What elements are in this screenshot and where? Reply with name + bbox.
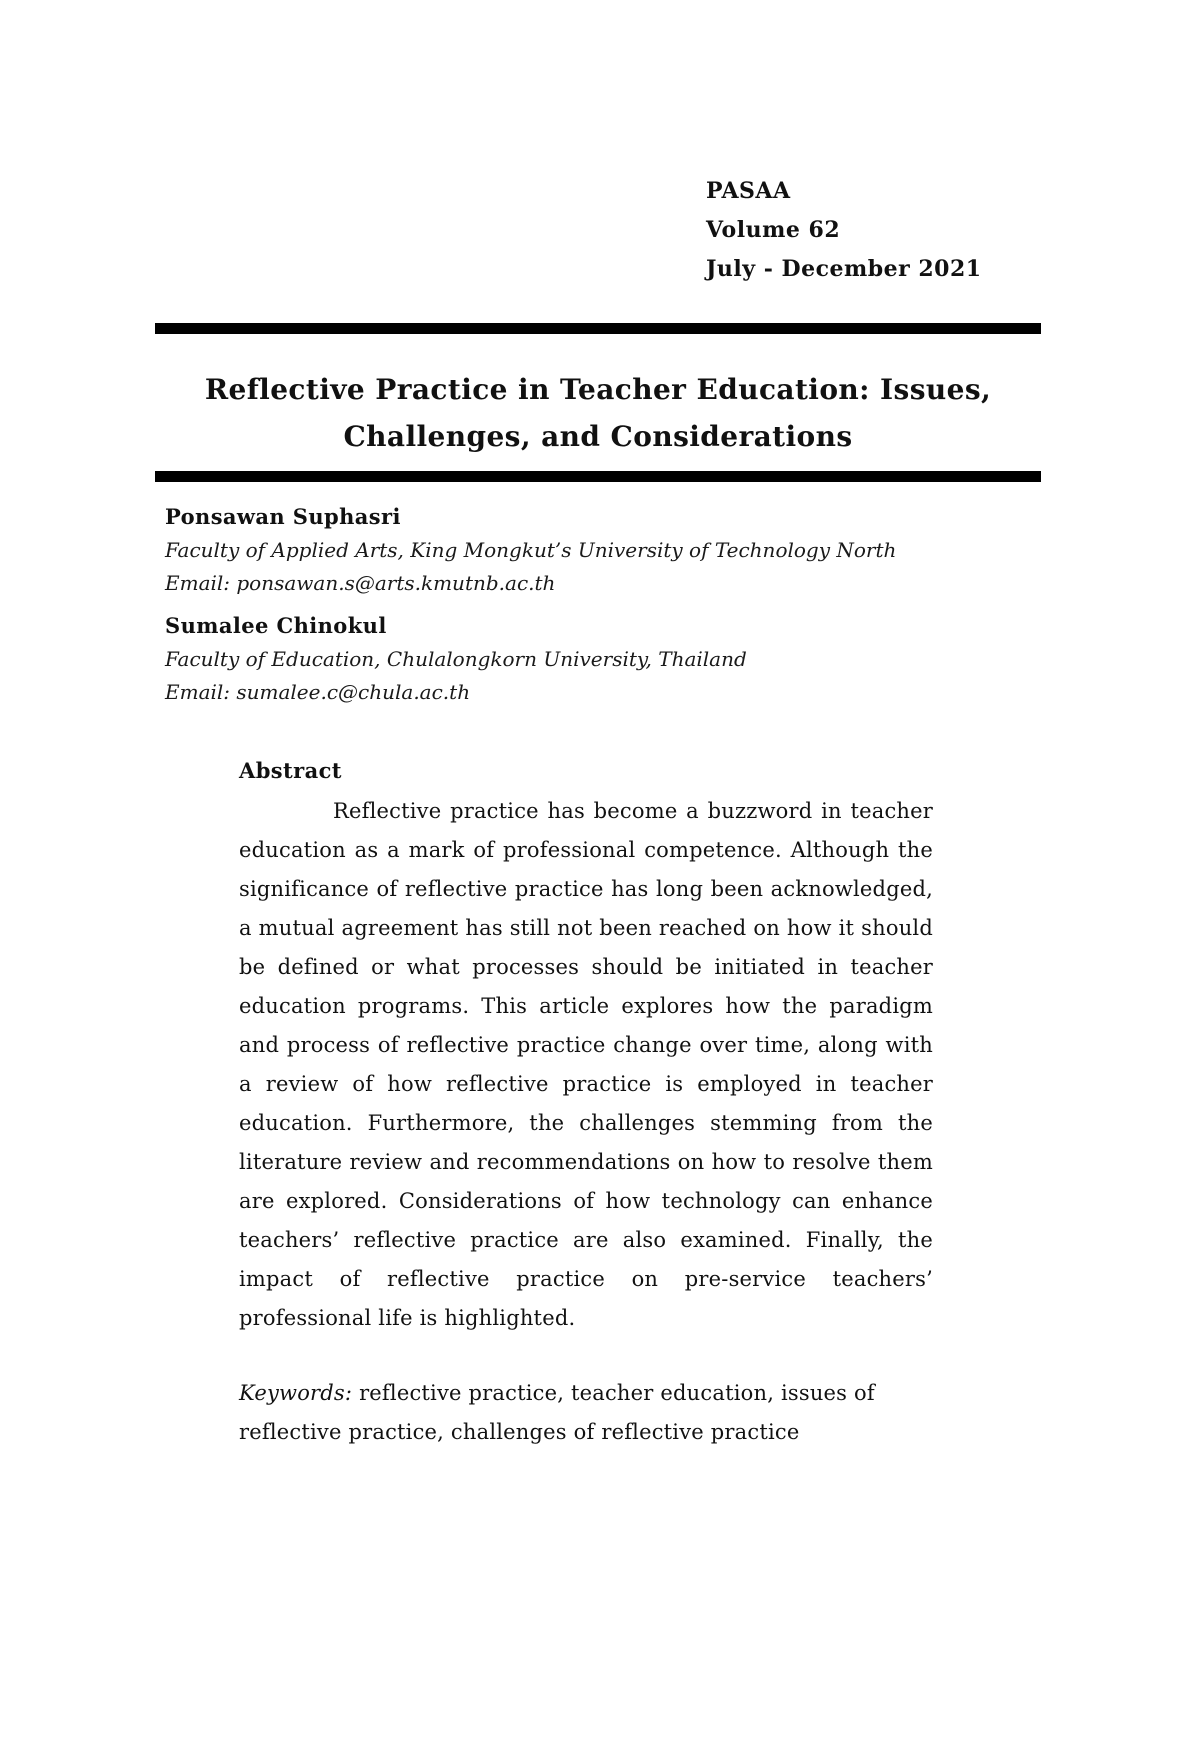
keywords-label: Keywords:: [239, 1381, 353, 1405]
title-top-rule: [155, 323, 1041, 334]
author-email: Email: sumalee.c@chula.ac.th: [165, 680, 471, 704]
article-title-line1: Reflective Practice in Teacher Education: Issues,: [204, 373, 992, 406]
title-bottom-rule: [155, 471, 1041, 482]
journal-header: [706, 172, 982, 289]
keywords-text: reflective practice, teacher education, issues of reflective practice, challenges of reflective practice: [239, 1381, 875, 1444]
author-affiliation: Faculty of Applied Arts, King Mongkut’s University of Technology North: [165, 538, 897, 562]
keywords: [239, 1374, 933, 1452]
author-affiliation: Faculty of Education, Chulalongkorn University, Thailand: [165, 647, 747, 671]
abstract-section: [239, 754, 933, 1452]
author-name: Sumalee Chinokul: [165, 613, 387, 638]
abstract-heading: Abstract: [239, 758, 342, 783]
abstract-body: Reflective practice has become a buzzword in teacher education as a mark of professional competence. Although the significance of reflective practice has long been acknowledged, a mutual agreement has still not been reached on how it should be defined or what processes should be initiated in teacher education programs. This article explores how the paradigm and process of reflective practice change over time, along with a review of how reflective practice is employed in teacher education. Furthermore, the challenges stemming from the literature review and recommendations on how to resolve them are explored. Considerations of how technology can enhance teachers’ reflective practice are also examined. Finally, the impact of reflective practice on pre-service teachers’ professional life is highlighted.: [239, 799, 933, 1330]
article-title-line2: Challenges, and Considerations: [343, 420, 853, 453]
author-block: [165, 609, 1065, 709]
article-title: [155, 366, 1041, 460]
author-block: [165, 500, 1065, 600]
journal-name: PASAA: [706, 178, 791, 204]
author-name: Ponsawan Suphasri: [165, 504, 401, 529]
journal-issue-date: July - December 2021: [706, 256, 982, 282]
journal-volume: Volume 62: [706, 217, 841, 243]
author-email: Email: ponsawan.s@arts.kmutnb.ac.th: [165, 571, 556, 595]
